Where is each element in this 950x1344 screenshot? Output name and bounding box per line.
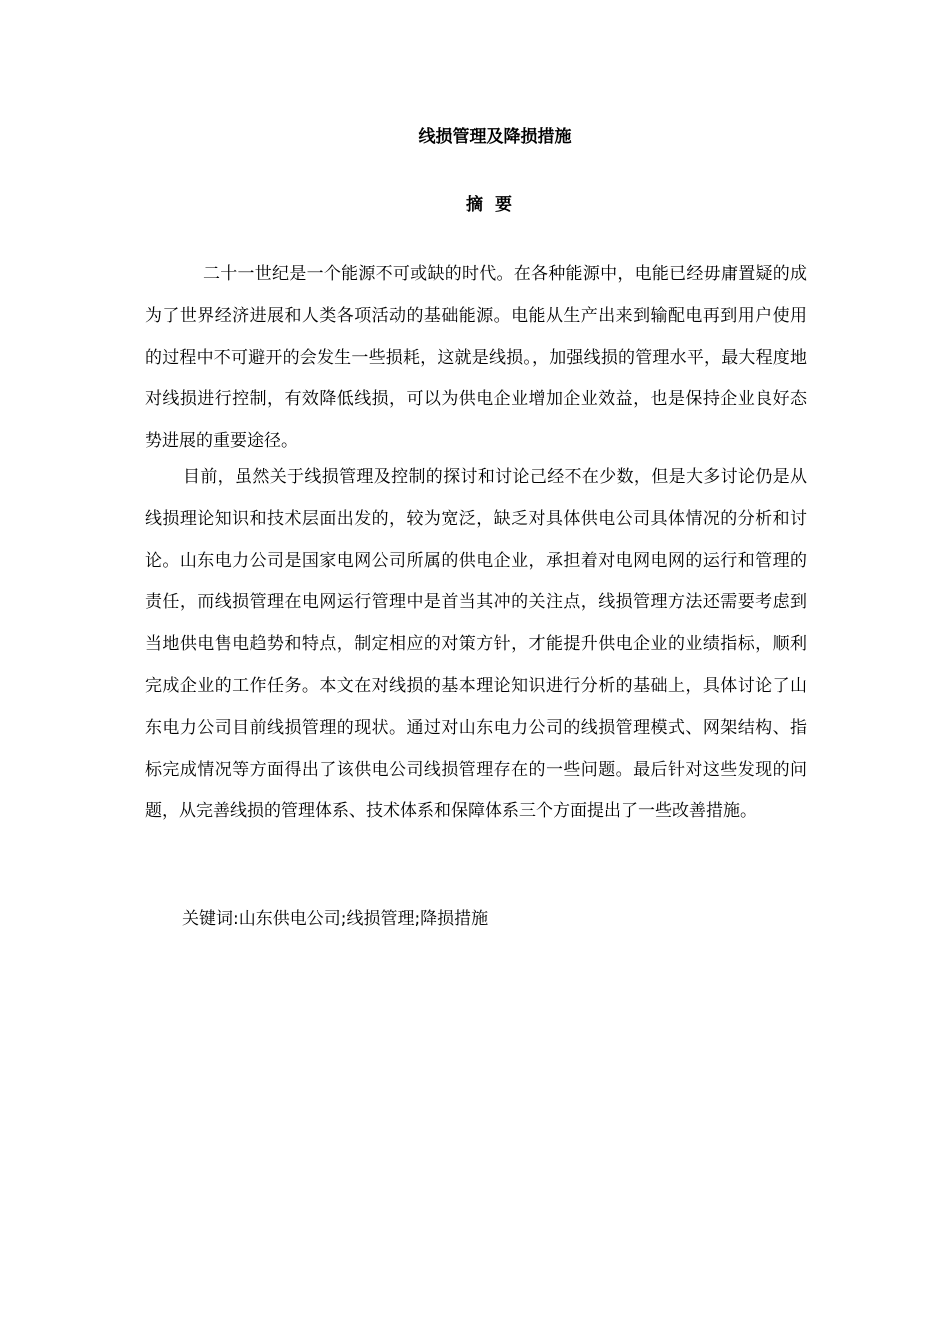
abstract-heading: 摘要 bbox=[466, 195, 524, 215]
abstract-paragraph-1: 二十一世纪是一个能源不可或缺的时代。在各种能源中，电能已经毋庸置疑的成为了世界经济进展和人类各项活动的基础能源。电能从生产出来到输配电再到用户使用的过程中不可避开的会发生一些损耗，这就是线损。，加强线损的管理水平，最大程度地对线损进行控制，有效降低线损，可以为供电企业增加企业效益，也是保持企业良好态势进展的重要途径。 bbox=[145, 264, 807, 452]
document-title: 线损管理及降损措施 bbox=[418, 127, 572, 147]
abstract-paragraph-2: 目前，虽然关于线损管理及控制的探讨和讨论己经不在少数，但是大多讨论仍是从线损理论知识和技术层面出发的，较为宽泛，缺乏对具体供电公司具体情况的分析和讨论。山东电力公司是国家电网公司所属的供电企业，承担着对电网电网的运行和管理的责任，而线损管理在电网运行管理中是首当其冲的关注点，线损管理方法还需要考虑到当地供电售电趋势和特点，制定相应的对策方针，才能提升供电企业的业绩指标，顺利完成企业的工作任务。本文在对线损的基本理论知识进行分析的基础上，具体讨论了山东电力公司目前线损管理的现状。通过对山东电力公司的线损管理模式、网架结构、指标完成情况等方面得出了该供电公司线损管理存在的一些问题。最后针对这些发现的问题，从完善线损的管理体系、技术体系和保障体系三个方面提出了一些改善措施。 bbox=[145, 467, 807, 822]
keywords-line: 关键词:山东供电公司;线损管理;降损措施 bbox=[182, 909, 489, 929]
